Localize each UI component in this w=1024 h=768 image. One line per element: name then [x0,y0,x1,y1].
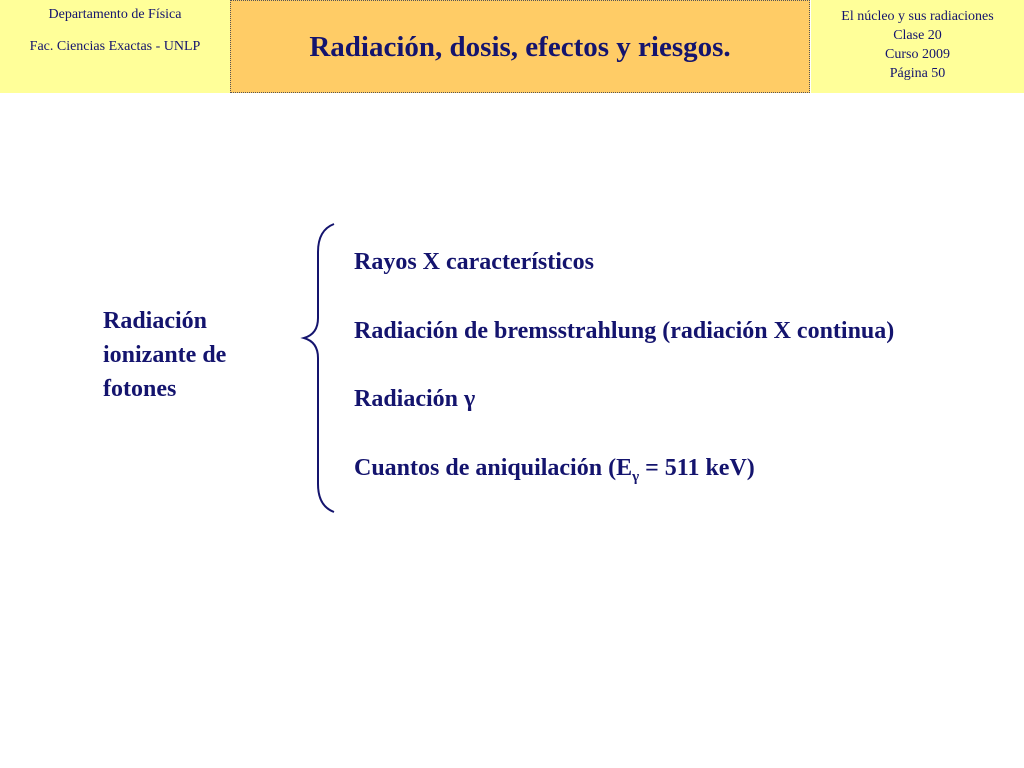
header-department-box [0,0,230,93]
list-item: Radiación de bremsstrahlung (radiación X continua) [354,318,895,344]
course-topic: El núcleo y sus radiaciones [841,9,994,24]
list-item [354,455,755,486]
curly-brace [300,222,340,516]
course-year: Curso 2009 [885,47,950,62]
department-name: Departamento de Física [48,7,182,22]
faculty-name: Fac. Ciencias Exactas - UNLP [29,39,201,54]
header-title-box [230,0,810,93]
page-title: Radiación, dosis, efectos y riesgos. [309,31,731,63]
photon-radiation-label [103,304,293,406]
list-item: Radiación γ [354,386,476,412]
header-course-box [811,0,1024,93]
label-line: fotones [103,376,177,402]
item-text: Cuantos de aniquilación (E [354,455,633,481]
item-text: = 511 keV) [639,455,755,481]
label-line: ionizante de [103,342,227,368]
page-number: Página 50 [889,66,946,81]
class-number: Clase 20 [893,28,942,43]
list-item: Rayos X característicos [354,249,594,275]
gamma-subscript: γ [632,468,640,485]
label-line: Radiación [103,308,208,334]
